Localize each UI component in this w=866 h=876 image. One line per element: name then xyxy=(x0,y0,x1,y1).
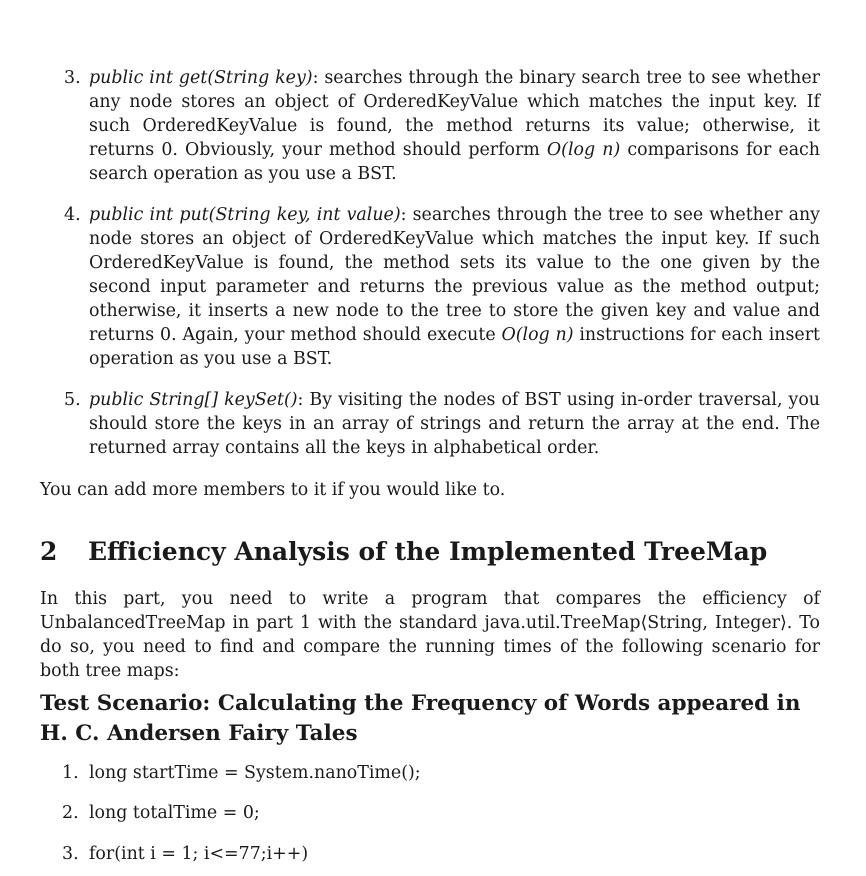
step-number: 1. xyxy=(62,763,79,783)
section-title: Efficiency Analysis of the Implemented TreeMap xyxy=(88,537,768,566)
complexity-math: O(log n) xyxy=(501,325,574,345)
list-item-keyset xyxy=(58,388,820,460)
step-number: 2. xyxy=(62,803,79,823)
item-description: searches through the tree to see whether any node stores an object of OrderedKeyValue which matches the input key. If such OrderedKeyValue is found, the method sets its value to the one given by the second input parameter and returns the previous value as the method output; otherwise, it inserts a new node to the tree to store the given key and value and returns 0. Again, your method should execute xyxy=(89,205,821,345)
list-item-number: 5. xyxy=(64,390,81,410)
step-number: 3. xyxy=(62,844,79,864)
item-description-tail: instructions for each insert operation as you use a BST. xyxy=(89,325,821,369)
signature-separator: : xyxy=(297,390,304,410)
step-item xyxy=(62,801,802,825)
signature-separator: : xyxy=(400,205,407,225)
step-code: for(int i = 1; i<=77;i++) xyxy=(89,844,309,864)
method-signature: public int get(String key) xyxy=(89,68,313,88)
item-description-tail: comparisons for each search operation as you use a BST. xyxy=(89,140,820,184)
item-description: By visiting the nodes of BST using in-order traversal, you should store the keys in an array of strings and return the array at the end. The returned array contains all the keys in alphabetical order. xyxy=(89,390,821,458)
step-code: long totalTime = 0; xyxy=(89,803,260,823)
signature-separator: : xyxy=(312,68,319,88)
step-item xyxy=(62,761,802,785)
list-item-number: 4. xyxy=(64,205,81,225)
list-item-number: 3. xyxy=(64,68,81,88)
step-code: long startTime = System.nanoTime(); xyxy=(89,763,421,783)
method-signature: public int put(String key, int value) xyxy=(89,205,401,225)
complexity-math: O(log n) xyxy=(546,140,621,160)
step-item xyxy=(62,842,802,866)
subsection-heading: Test Scenario: Calculating the Frequency of Words appeared in H. C. Andersen Fairy Tales xyxy=(40,691,801,746)
closing-note: You can add more members to it if you would like to. xyxy=(40,480,506,500)
section-heading xyxy=(40,537,830,567)
section-intro: In this part, you need to write a program that compares the efficiency of UnbalancedTreeMap in part 1 with the standard java.util.TreeMap⟨String, Integer⟩. To do so, you need to find and compare the running times of the following scenario for both tree maps: xyxy=(40,589,820,681)
list-item-put xyxy=(58,203,820,371)
item-description: searches through the binary search tree to see whether any node stores an object of OrderedKeyValue which matches the input key. If such OrderedKeyValue is found, the method returns its value; otherwise, it returns 0. Obviously, your method should perform xyxy=(89,68,820,160)
list-item-get xyxy=(58,66,820,186)
section-number: 2 xyxy=(40,537,58,566)
method-signature: public String[] keySet() xyxy=(89,390,298,410)
